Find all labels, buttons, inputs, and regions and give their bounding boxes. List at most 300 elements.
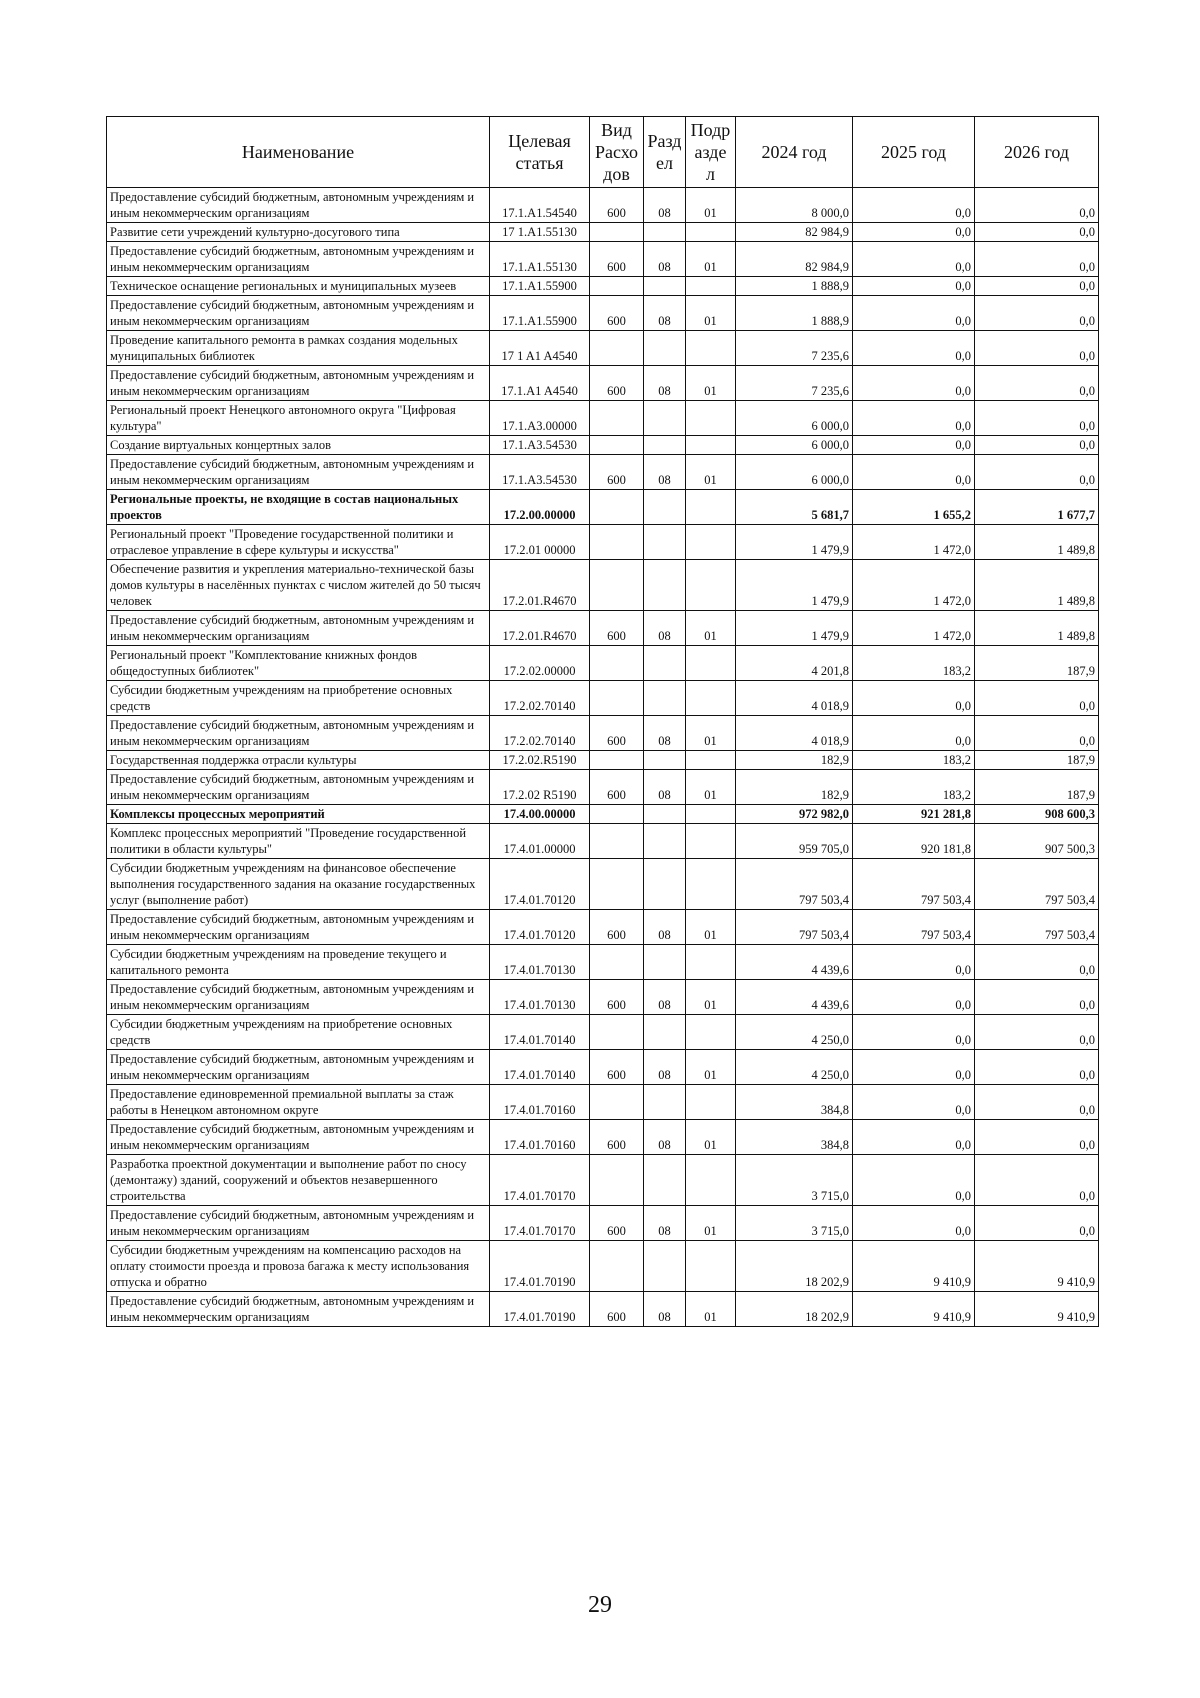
cell-subsection bbox=[686, 436, 736, 455]
table-row bbox=[107, 646, 1099, 681]
cell-subsection bbox=[686, 824, 736, 859]
cell-target-article: 17.1.A1 A4540 bbox=[490, 366, 590, 401]
table-row bbox=[107, 331, 1099, 366]
cell-target-article: 17.4.00.00000 bbox=[490, 805, 590, 824]
cell-subsection bbox=[686, 859, 736, 910]
cell-name: Субсидии бюджетным учреждениям на компенсацию расходов на оплату стоимости проезда и провоза багажа к месту использования отпуска и обратно bbox=[107, 1241, 490, 1292]
cell-name: Техническое оснащение региональных и муниципальных музеев bbox=[107, 277, 490, 296]
cell-2024: 797 503,4 bbox=[736, 910, 853, 945]
cell-target-article: 17.1.A1.55900 bbox=[490, 296, 590, 331]
cell-name: Государственная поддержка отрасли культуры bbox=[107, 751, 490, 770]
table-row bbox=[107, 525, 1099, 560]
cell-name: Обеспечение развития и укрепления материально-технической базы домов культуры в населённых пунктах с числом жителей до 50 тысяч человек bbox=[107, 560, 490, 611]
cell-2026: 9 410,9 bbox=[975, 1241, 1099, 1292]
table-row bbox=[107, 490, 1099, 525]
cell-section: 08 bbox=[644, 1206, 686, 1241]
cell-section bbox=[644, 824, 686, 859]
cell-2024: 3 715,0 bbox=[736, 1155, 853, 1206]
cell-target-article: 17.4.01.70160 bbox=[490, 1085, 590, 1120]
cell-2026: 0,0 bbox=[975, 1155, 1099, 1206]
cell-section: 08 bbox=[644, 1120, 686, 1155]
cell-2024: 959 705,0 bbox=[736, 824, 853, 859]
cell-2024: 972 982,0 bbox=[736, 805, 853, 824]
cell-2026: 797 503,4 bbox=[975, 859, 1099, 910]
cell-name: Предоставление субсидий бюджетным, автономным учреждениям и иным некоммерческим организациям bbox=[107, 1292, 490, 1327]
cell-expense-type bbox=[590, 1085, 644, 1120]
cell-2025: 1 472,0 bbox=[853, 525, 975, 560]
cell-subsection bbox=[686, 1085, 736, 1120]
cell-section: 08 bbox=[644, 296, 686, 331]
cell-section bbox=[644, 223, 686, 242]
table-row bbox=[107, 1292, 1099, 1327]
cell-2026: 0,0 bbox=[975, 455, 1099, 490]
cell-expense-type: 600 bbox=[590, 770, 644, 805]
cell-subsection bbox=[686, 1241, 736, 1292]
table-row bbox=[107, 223, 1099, 242]
table-row bbox=[107, 1050, 1099, 1085]
cell-section bbox=[644, 1015, 686, 1050]
cell-section: 08 bbox=[644, 366, 686, 401]
cell-target-article: 17.2.02.70140 bbox=[490, 681, 590, 716]
cell-2026: 0,0 bbox=[975, 366, 1099, 401]
cell-section bbox=[644, 646, 686, 681]
cell-section bbox=[644, 805, 686, 824]
cell-target-article: 17.2.02 R5190 bbox=[490, 770, 590, 805]
cell-target-article: 17.4.01.70190 bbox=[490, 1292, 590, 1327]
cell-name: Предоставление субсидий бюджетным, автономным учреждениям и иным некоммерческим организациям bbox=[107, 455, 490, 490]
cell-2026: 0,0 bbox=[975, 188, 1099, 223]
table-row bbox=[107, 910, 1099, 945]
cell-section bbox=[644, 1085, 686, 1120]
cell-2024: 4 439,6 bbox=[736, 945, 853, 980]
cell-2026: 187,9 bbox=[975, 770, 1099, 805]
cell-section bbox=[644, 560, 686, 611]
table-body bbox=[107, 188, 1099, 1327]
cell-subsection: 01 bbox=[686, 716, 736, 751]
cell-section: 08 bbox=[644, 716, 686, 751]
table-row bbox=[107, 1241, 1099, 1292]
cell-section: 08 bbox=[644, 1292, 686, 1327]
cell-subsection bbox=[686, 681, 736, 716]
page-number: 29 bbox=[588, 1592, 612, 1618]
cell-subsection bbox=[686, 646, 736, 681]
cell-target-article: 17.4.01.70170 bbox=[490, 1206, 590, 1241]
cell-2026: 0,0 bbox=[975, 223, 1099, 242]
table-row bbox=[107, 1085, 1099, 1120]
table-row bbox=[107, 945, 1099, 980]
cell-2025: 0,0 bbox=[853, 455, 975, 490]
cell-subsection bbox=[686, 805, 736, 824]
cell-2025: 183,2 bbox=[853, 646, 975, 681]
cell-name: Региональные проекты, не входящие в состав национальных проектов bbox=[107, 490, 490, 525]
cell-2025: 920 181,8 bbox=[853, 824, 975, 859]
header-subsection: Подр азде л bbox=[686, 117, 736, 188]
table-row bbox=[107, 277, 1099, 296]
cell-name: Предоставление субсидий бюджетным, автономным учреждениям и иным некоммерческим организациям bbox=[107, 716, 490, 751]
cell-subsection: 01 bbox=[686, 770, 736, 805]
cell-target-article: 17 1 A1 A4540 bbox=[490, 331, 590, 366]
cell-name: Предоставление субсидий бюджетным, автономным учреждениям и иным некоммерческим организациям bbox=[107, 1120, 490, 1155]
cell-expense-type bbox=[590, 1155, 644, 1206]
header-section: Разд ел bbox=[644, 117, 686, 188]
cell-2026: 1 489,8 bbox=[975, 560, 1099, 611]
cell-2024: 18 202,9 bbox=[736, 1241, 853, 1292]
cell-name: Субсидии бюджетным учреждениям на приобретение основных средств bbox=[107, 1015, 490, 1050]
cell-name: Предоставление субсидий бюджетным, автономным учреждениям и иным некоммерческим организациям bbox=[107, 770, 490, 805]
cell-2025: 0,0 bbox=[853, 681, 975, 716]
cell-expense-type: 600 bbox=[590, 1206, 644, 1241]
cell-2026: 0,0 bbox=[975, 401, 1099, 436]
cell-subsection: 01 bbox=[686, 242, 736, 277]
cell-name: Предоставление субсидий бюджетным, автономным учреждениям и иным некоммерческим организациям bbox=[107, 1206, 490, 1241]
cell-expense-type bbox=[590, 401, 644, 436]
cell-expense-type: 600 bbox=[590, 296, 644, 331]
cell-2026: 907 500,3 bbox=[975, 824, 1099, 859]
cell-name: Предоставление субсидий бюджетным, автономным учреждениям и иным некоммерческим организациям bbox=[107, 242, 490, 277]
cell-2025: 0,0 bbox=[853, 716, 975, 751]
table-row bbox=[107, 751, 1099, 770]
cell-target-article: 17.1.A1.55900 bbox=[490, 277, 590, 296]
cell-2026: 0,0 bbox=[975, 1015, 1099, 1050]
cell-name: Развитие сети учреждений культурно-досугового типа bbox=[107, 223, 490, 242]
cell-2025: 1 472,0 bbox=[853, 611, 975, 646]
cell-2024: 6 000,0 bbox=[736, 401, 853, 436]
cell-subsection bbox=[686, 1155, 736, 1206]
cell-expense-type: 600 bbox=[590, 1050, 644, 1085]
cell-target-article: 17.2.02.00000 bbox=[490, 646, 590, 681]
cell-2026: 9 410,9 bbox=[975, 1292, 1099, 1327]
cell-name: Предоставление субсидий бюджетным, автономным учреждениям и иным некоммерческим организациям bbox=[107, 980, 490, 1015]
cell-2026: 0,0 bbox=[975, 242, 1099, 277]
cell-expense-type bbox=[590, 805, 644, 824]
cell-2024: 6 000,0 bbox=[736, 436, 853, 455]
cell-name: Разработка проектной документации и выполнение работ по сносу (демонтажу) зданий, сооружений и объектов незавершенного строительства bbox=[107, 1155, 490, 1206]
cell-2024: 82 984,9 bbox=[736, 242, 853, 277]
cell-2025: 0,0 bbox=[853, 331, 975, 366]
cell-2025: 797 503,4 bbox=[853, 859, 975, 910]
header-2025: 2025 год bbox=[853, 117, 975, 188]
cell-2024: 5 681,7 bbox=[736, 490, 853, 525]
cell-2025: 0,0 bbox=[853, 436, 975, 455]
table-row bbox=[107, 980, 1099, 1015]
cell-2025: 0,0 bbox=[853, 1120, 975, 1155]
cell-2025: 0,0 bbox=[853, 1206, 975, 1241]
cell-subsection: 01 bbox=[686, 1292, 736, 1327]
cell-expense-type: 600 bbox=[590, 910, 644, 945]
cell-2024: 7 235,6 bbox=[736, 366, 853, 401]
cell-target-article: 17.1.A3.00000 bbox=[490, 401, 590, 436]
cell-2025: 921 281,8 bbox=[853, 805, 975, 824]
cell-expense-type: 600 bbox=[590, 366, 644, 401]
cell-section: 08 bbox=[644, 770, 686, 805]
cell-2024: 384,8 bbox=[736, 1085, 853, 1120]
cell-target-article: 17.1.A3.54530 bbox=[490, 455, 590, 490]
cell-2024: 384,8 bbox=[736, 1120, 853, 1155]
cell-2025: 9 410,9 bbox=[853, 1292, 975, 1327]
cell-target-article: 17.4.01.70140 bbox=[490, 1050, 590, 1085]
table-row bbox=[107, 242, 1099, 277]
cell-name: Предоставление субсидий бюджетным, автономным учреждениям и иным некоммерческим организациям bbox=[107, 296, 490, 331]
cell-2024: 1 888,9 bbox=[736, 296, 853, 331]
cell-name: Субсидии бюджетным учреждениям на приобретение основных средств bbox=[107, 681, 490, 716]
cell-name: Проведение капитального ремонта в рамках создания модельных муниципальных библиотек bbox=[107, 331, 490, 366]
cell-2024: 4 250,0 bbox=[736, 1015, 853, 1050]
cell-2026: 0,0 bbox=[975, 1206, 1099, 1241]
cell-name: Региональный проект "Проведение государственной политики и отраслевое управление в сфере культуры и искусства" bbox=[107, 525, 490, 560]
cell-target-article: 17.4.01.70170 bbox=[490, 1155, 590, 1206]
cell-expense-type bbox=[590, 525, 644, 560]
cell-2025: 9 410,9 bbox=[853, 1241, 975, 1292]
cell-subsection bbox=[686, 223, 736, 242]
cell-expense-type: 600 bbox=[590, 1292, 644, 1327]
cell-subsection bbox=[686, 277, 736, 296]
cell-2025: 797 503,4 bbox=[853, 910, 975, 945]
cell-expense-type: 600 bbox=[590, 455, 644, 490]
header-2024: 2024 год bbox=[736, 117, 853, 188]
cell-2026: 0,0 bbox=[975, 716, 1099, 751]
table-row bbox=[107, 859, 1099, 910]
cell-2024: 4 250,0 bbox=[736, 1050, 853, 1085]
cell-2026: 0,0 bbox=[975, 1085, 1099, 1120]
cell-subsection: 01 bbox=[686, 910, 736, 945]
cell-subsection: 01 bbox=[686, 980, 736, 1015]
cell-section: 08 bbox=[644, 242, 686, 277]
cell-subsection: 01 bbox=[686, 188, 736, 223]
table-row bbox=[107, 1206, 1099, 1241]
table-row bbox=[107, 436, 1099, 455]
cell-name: Предоставление субсидий бюджетным, автономным учреждениям и иным некоммерческим организациям bbox=[107, 611, 490, 646]
cell-target-article: 17.4.01.70190 bbox=[490, 1241, 590, 1292]
cell-section: 08 bbox=[644, 188, 686, 223]
cell-target-article: 17.2.01.R4670 bbox=[490, 560, 590, 611]
cell-2026: 0,0 bbox=[975, 331, 1099, 366]
cell-2024: 18 202,9 bbox=[736, 1292, 853, 1327]
cell-expense-type bbox=[590, 560, 644, 611]
cell-expense-type bbox=[590, 436, 644, 455]
cell-expense-type bbox=[590, 1241, 644, 1292]
cell-2025: 0,0 bbox=[853, 242, 975, 277]
cell-2025: 0,0 bbox=[853, 945, 975, 980]
cell-section: 08 bbox=[644, 980, 686, 1015]
cell-expense-type bbox=[590, 1015, 644, 1050]
cell-expense-type: 600 bbox=[590, 1120, 644, 1155]
cell-name: Предоставление субсидий бюджетным, автономным учреждениям и иным некоммерческим организациям bbox=[107, 366, 490, 401]
cell-expense-type bbox=[590, 751, 644, 770]
cell-name: Региональный проект "Комплектование книжных фондов общедоступных библиотек" bbox=[107, 646, 490, 681]
cell-section: 08 bbox=[644, 611, 686, 646]
cell-section: 08 bbox=[644, 455, 686, 490]
cell-name: Создание виртуальных концертных залов bbox=[107, 436, 490, 455]
table-row bbox=[107, 401, 1099, 436]
cell-section bbox=[644, 1155, 686, 1206]
table-row bbox=[107, 455, 1099, 490]
cell-2025: 0,0 bbox=[853, 296, 975, 331]
cell-2025: 0,0 bbox=[853, 277, 975, 296]
cell-name: Региональный проект Ненецкого автономного округа "Цифровая культура" bbox=[107, 401, 490, 436]
cell-2024: 4 439,6 bbox=[736, 980, 853, 1015]
cell-2025: 183,2 bbox=[853, 751, 975, 770]
table-row bbox=[107, 1015, 1099, 1050]
header-target-article: Целевая статья bbox=[490, 117, 590, 188]
table-row bbox=[107, 1155, 1099, 1206]
cell-expense-type bbox=[590, 646, 644, 681]
cell-2024: 1 479,9 bbox=[736, 611, 853, 646]
cell-target-article: 17.1.A3.54530 bbox=[490, 436, 590, 455]
cell-expense-type: 600 bbox=[590, 188, 644, 223]
cell-2025: 0,0 bbox=[853, 1155, 975, 1206]
cell-subsection bbox=[686, 560, 736, 611]
cell-2025: 0,0 bbox=[853, 366, 975, 401]
cell-section bbox=[644, 490, 686, 525]
table-row bbox=[107, 770, 1099, 805]
cell-subsection bbox=[686, 525, 736, 560]
cell-name: Предоставление субсидий бюджетным, автономным учреждениям и иным некоммерческим организациям bbox=[107, 188, 490, 223]
cell-subsection: 01 bbox=[686, 611, 736, 646]
cell-expense-type: 600 bbox=[590, 242, 644, 277]
cell-2026: 0,0 bbox=[975, 1120, 1099, 1155]
cell-expense-type bbox=[590, 223, 644, 242]
cell-2025: 0,0 bbox=[853, 401, 975, 436]
cell-2025: 0,0 bbox=[853, 223, 975, 242]
table-row bbox=[107, 805, 1099, 824]
cell-target-article: 17.4.01.70140 bbox=[490, 1015, 590, 1050]
cell-subsection bbox=[686, 401, 736, 436]
cell-expense-type: 600 bbox=[590, 716, 644, 751]
cell-section bbox=[644, 277, 686, 296]
cell-2024: 3 715,0 bbox=[736, 1206, 853, 1241]
cell-section bbox=[644, 401, 686, 436]
cell-name: Предоставление единовременной премиальной выплаты за стаж работы в Ненецком автономном округе bbox=[107, 1085, 490, 1120]
cell-subsection bbox=[686, 1015, 736, 1050]
cell-expense-type bbox=[590, 681, 644, 716]
cell-target-article: 17.1.A1.55130 bbox=[490, 242, 590, 277]
cell-target-article: 17.4.01.70120 bbox=[490, 859, 590, 910]
cell-2026: 0,0 bbox=[975, 436, 1099, 455]
table-row bbox=[107, 1120, 1099, 1155]
cell-2024: 4 018,9 bbox=[736, 681, 853, 716]
cell-name: Субсидии бюджетным учреждениям на проведение текущего и капитального ремонта bbox=[107, 945, 490, 980]
cell-subsection: 01 bbox=[686, 296, 736, 331]
cell-section bbox=[644, 945, 686, 980]
cell-2026: 0,0 bbox=[975, 1050, 1099, 1085]
cell-expense-type bbox=[590, 859, 644, 910]
cell-2026: 0,0 bbox=[975, 945, 1099, 980]
cell-2024: 182,9 bbox=[736, 751, 853, 770]
cell-2024: 7 235,6 bbox=[736, 331, 853, 366]
cell-expense-type: 600 bbox=[590, 611, 644, 646]
cell-expense-type bbox=[590, 490, 644, 525]
cell-subsection bbox=[686, 751, 736, 770]
cell-section bbox=[644, 525, 686, 560]
cell-section: 08 bbox=[644, 910, 686, 945]
cell-expense-type bbox=[590, 331, 644, 366]
budget-table bbox=[106, 116, 1099, 1327]
cell-target-article: 17.2.01.R4670 bbox=[490, 611, 590, 646]
cell-name: Предоставление субсидий бюджетным, автономным учреждениям и иным некоммерческим организациям bbox=[107, 1050, 490, 1085]
cell-target-article: 17 1.A1.55130 bbox=[490, 223, 590, 242]
table-row bbox=[107, 366, 1099, 401]
cell-name: Субсидии бюджетным учреждениям на финансовое обеспечение выполнения государственного задания на оказание государственных услуг (выполнение работ) bbox=[107, 859, 490, 910]
cell-2025: 0,0 bbox=[853, 980, 975, 1015]
cell-2025: 0,0 bbox=[853, 1085, 975, 1120]
table-row bbox=[107, 296, 1099, 331]
cell-2024: 1 888,9 bbox=[736, 277, 853, 296]
cell-section: 08 bbox=[644, 1050, 686, 1085]
cell-target-article: 17.2.02.70140 bbox=[490, 716, 590, 751]
cell-target-article: 17.1.A1.54540 bbox=[490, 188, 590, 223]
cell-target-article: 17.4.01.70130 bbox=[490, 980, 590, 1015]
header-2026: 2026 год bbox=[975, 117, 1099, 188]
cell-2024: 8 000,0 bbox=[736, 188, 853, 223]
cell-2025: 183,2 bbox=[853, 770, 975, 805]
cell-target-article: 17.2.00.00000 bbox=[490, 490, 590, 525]
cell-target-article: 17.4.01.00000 bbox=[490, 824, 590, 859]
cell-2024: 1 479,9 bbox=[736, 560, 853, 611]
cell-2024: 4 018,9 bbox=[736, 716, 853, 751]
cell-name: Комплекс процессных мероприятий "Проведение государственной политики в области культуры" bbox=[107, 824, 490, 859]
cell-expense-type bbox=[590, 277, 644, 296]
cell-section bbox=[644, 681, 686, 716]
cell-2025: 1 472,0 bbox=[853, 560, 975, 611]
cell-2025: 0,0 bbox=[853, 1050, 975, 1085]
cell-2024: 797 503,4 bbox=[736, 859, 853, 910]
cell-2024: 182,9 bbox=[736, 770, 853, 805]
cell-2026: 908 600,3 bbox=[975, 805, 1099, 824]
cell-name: Комплексы процессных мероприятий bbox=[107, 805, 490, 824]
table-row bbox=[107, 560, 1099, 611]
cell-2026: 797 503,4 bbox=[975, 910, 1099, 945]
cell-expense-type bbox=[590, 945, 644, 980]
cell-section bbox=[644, 436, 686, 455]
cell-subsection: 01 bbox=[686, 1120, 736, 1155]
cell-section bbox=[644, 331, 686, 366]
cell-subsection bbox=[686, 490, 736, 525]
header-expense-type: Вид Расхо дов bbox=[590, 117, 644, 188]
cell-2026: 1 677,7 bbox=[975, 490, 1099, 525]
cell-2026: 1 489,8 bbox=[975, 611, 1099, 646]
cell-target-article: 17.2.01 00000 bbox=[490, 525, 590, 560]
table-row bbox=[107, 681, 1099, 716]
cell-section bbox=[644, 751, 686, 770]
cell-2024: 1 479,9 bbox=[736, 525, 853, 560]
cell-subsection: 01 bbox=[686, 366, 736, 401]
cell-expense-type bbox=[590, 824, 644, 859]
cell-2024: 6 000,0 bbox=[736, 455, 853, 490]
table-row bbox=[107, 716, 1099, 751]
cell-2025: 0,0 bbox=[853, 188, 975, 223]
cell-2024: 82 984,9 bbox=[736, 223, 853, 242]
cell-section bbox=[644, 1241, 686, 1292]
cell-subsection: 01 bbox=[686, 1206, 736, 1241]
cell-target-article: 17.4.01.70120 bbox=[490, 910, 590, 945]
cell-2026: 187,9 bbox=[975, 646, 1099, 681]
cell-2024: 4 201,8 bbox=[736, 646, 853, 681]
table-row bbox=[107, 611, 1099, 646]
cell-target-article: 17.4.01.70160 bbox=[490, 1120, 590, 1155]
cell-2026: 0,0 bbox=[975, 980, 1099, 1015]
table-row bbox=[107, 188, 1099, 223]
cell-2026: 187,9 bbox=[975, 751, 1099, 770]
table-row bbox=[107, 824, 1099, 859]
table-header-row bbox=[107, 117, 1099, 188]
cell-2026: 0,0 bbox=[975, 296, 1099, 331]
cell-subsection: 01 bbox=[686, 1050, 736, 1085]
cell-2025: 1 655,2 bbox=[853, 490, 975, 525]
cell-subsection bbox=[686, 331, 736, 366]
cell-2026: 0,0 bbox=[975, 681, 1099, 716]
cell-subsection: 01 bbox=[686, 455, 736, 490]
cell-expense-type: 600 bbox=[590, 980, 644, 1015]
